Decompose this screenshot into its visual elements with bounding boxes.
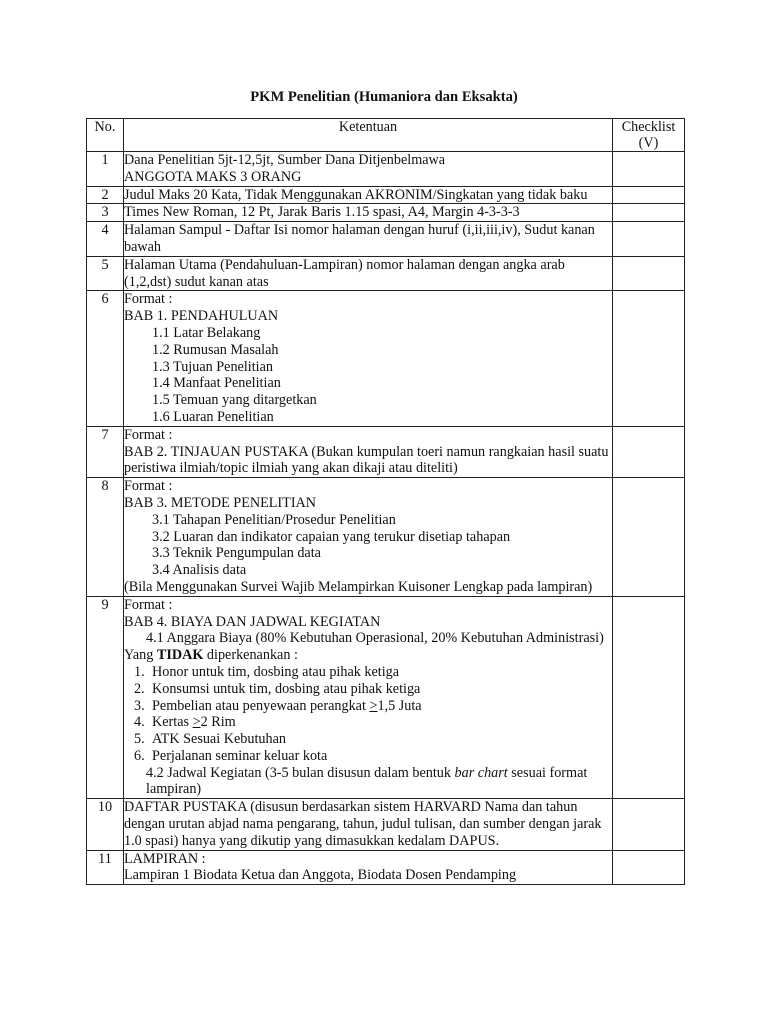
format-label: Format :	[124, 291, 173, 308]
table-row	[87, 152, 685, 187]
table-row	[87, 291, 685, 426]
table-header-row	[87, 119, 685, 152]
sub-item-jadwal: 4.2 Jadwal Kegiatan (3-5 bulan disusun dalam bentuk bar chart sesuai format lampiran)	[146, 764, 588, 798]
row-number: 5	[87, 256, 124, 291]
row-number: 10	[87, 799, 124, 850]
list-item: 3. Pembelian atau penyewaan perangkat >1,5 Juta	[134, 697, 422, 714]
row-ketentuan	[124, 222, 613, 257]
format-label: Format :	[124, 596, 173, 613]
ketentuan-line: Judul Maks 20 Kata, Tidak Menggunakan AKRONIM/Singkatan yang tidak baku	[124, 186, 588, 203]
checklist-cell[interactable]	[613, 596, 685, 799]
row-ketentuan	[124, 596, 613, 799]
bab-heading: BAB 1. PENDAHULUAN	[124, 308, 279, 325]
row-ketentuan	[124, 152, 613, 187]
row-ketentuan	[124, 426, 613, 477]
table-row	[87, 426, 685, 477]
sub-item: 1.1 Latar Belakang	[152, 324, 261, 341]
sub-item: 1.5 Temuan yang ditargetkan	[152, 392, 317, 409]
row-number: 3	[87, 204, 124, 222]
row-ketentuan	[124, 291, 613, 426]
format-label: Format :	[124, 426, 173, 443]
checklist-cell[interactable]	[613, 426, 685, 477]
sub-item: 1.3 Tujuan Penelitian	[152, 358, 273, 375]
ketentuan-line: DAFTAR PUSTAKA (disusun berdasarkan sistem HARVARD Nama dan tahun dengan urutan abjad nama pengarang, tahun, judul tulisan, dan sumber dengan jarak 1.0 spasi) hanya yang dikutip yang dimasukkan kedalam DAPUS.	[124, 799, 602, 849]
checklist-cell[interactable]	[613, 222, 685, 257]
row-ketentuan	[124, 204, 613, 222]
header-checklist: Checklist (V)	[613, 119, 685, 152]
checklist-table	[86, 118, 685, 885]
row-number: 6	[87, 291, 124, 426]
row-ketentuan	[124, 256, 613, 291]
ketentuan-line: Dana Penelitian 5jt-12,5jt, Sumber Dana Ditjenbelmawa	[124, 152, 446, 168]
ketentuan-line: Times New Roman, 12 Pt, Jarak Baris 1.15 spasi, A4, Margin 4-3-3-3	[124, 204, 520, 221]
checklist-cell[interactable]	[613, 186, 685, 204]
bab-heading: BAB 4. BIAYA DAN JADWAL KEGIATAN	[124, 613, 381, 630]
row-ketentuan	[124, 478, 613, 597]
survey-note: (Bila Menggunakan Survei Wajib Melampirkan Kuisoner Lengkap pada lampiran)	[124, 578, 593, 595]
row-number: 9	[87, 596, 124, 799]
bab-description: BAB 2. TINJAUAN PUSTAKA (Bukan kumpulan toeri namun rangkaian hasil suatu peristiwa ilmiah/topic ilmiah yang akan dikaji atau diteliti)	[124, 443, 609, 477]
table-row	[87, 222, 685, 257]
list-item: 1. Honor untuk tim, dosbing atau pihak ketiga	[134, 663, 400, 680]
ketentuan-line: Halaman Utama (Pendahuluan-Lampiran) nomor halaman dengan angka arab (1,2,dst) sudut kanan atas	[124, 256, 565, 290]
table-row	[87, 478, 685, 597]
list-item: 4. Kertas >2 Rim	[134, 714, 236, 731]
sub-item: 1.4 Manfaat Penelitian	[152, 375, 281, 392]
header-ketentuan: Ketentuan	[124, 119, 613, 152]
row-number: 11	[87, 850, 124, 885]
table-row	[87, 204, 685, 222]
list-item: 6. Perjalanan seminar keluar kota	[134, 747, 328, 764]
checklist-cell[interactable]	[613, 850, 685, 885]
checklist-cell[interactable]	[613, 799, 685, 850]
table-row	[87, 186, 685, 204]
checklist-cell[interactable]	[613, 291, 685, 426]
table-row	[87, 256, 685, 291]
format-label: Format :	[124, 478, 173, 495]
row-ketentuan	[124, 799, 613, 850]
checklist-cell[interactable]	[613, 256, 685, 291]
row-number: 2	[87, 186, 124, 204]
ketentuan-line: LAMPIRAN :	[124, 850, 206, 867]
sub-item-anggaran: 4.1 Anggara Biaya (80% Kebutuhan Operasional, 20% Kebutuhan Administrasi)	[146, 630, 604, 647]
row-number: 7	[87, 426, 124, 477]
ketentuan-line: Halaman Sampul - Daftar Isi nomor halaman dengan huruf (i,ii,iii,iv), Sudut kanan bawah	[124, 222, 595, 255]
ketentuan-line: ANGGOTA MAKS 3 ORANG	[124, 168, 302, 185]
not-allowed-heading: Yang TIDAK diperkenankan :	[124, 647, 298, 664]
sub-item: 3.4 Analisis data	[152, 562, 247, 579]
list-item: 5. ATK Sesuai Kebutuhan	[134, 731, 286, 748]
list-item: 2. Konsumsi untuk tim, dosbing atau pihak ketiga	[134, 680, 421, 697]
table-row	[87, 596, 685, 799]
page-title: PKM Penelitian (Humaniora dan Eksakta)	[250, 89, 518, 105]
row-ketentuan	[124, 850, 613, 885]
table-row	[87, 850, 685, 885]
table-row	[87, 799, 685, 850]
checklist-cell[interactable]	[613, 152, 685, 187]
row-number: 4	[87, 222, 124, 257]
sub-item: 3.2 Luaran dan indikator capaian yang terukur disetiap tahapan	[152, 528, 511, 545]
sub-item: 1.6 Luaran Penelitian	[152, 408, 274, 425]
sub-item: 3.1 Tahapan Penelitian/Prosedur Penelitian	[152, 511, 396, 528]
bab-heading: BAB 3. METODE PENELITIAN	[124, 494, 317, 511]
row-number: 8	[87, 478, 124, 597]
sub-item: 3.3 Teknik Pengumpulan data	[152, 545, 321, 562]
sub-item: 1.2 Rumusan Masalah	[152, 341, 279, 358]
ketentuan-line: Lampiran 1 Biodata Ketua dan Anggota, Biodata Dosen Pendamping	[124, 867, 517, 884]
row-number: 1	[87, 152, 124, 187]
row-ketentuan	[124, 186, 613, 204]
checklist-cell[interactable]	[613, 204, 685, 222]
header-no: No.	[87, 119, 124, 152]
checklist-cell[interactable]	[613, 478, 685, 597]
